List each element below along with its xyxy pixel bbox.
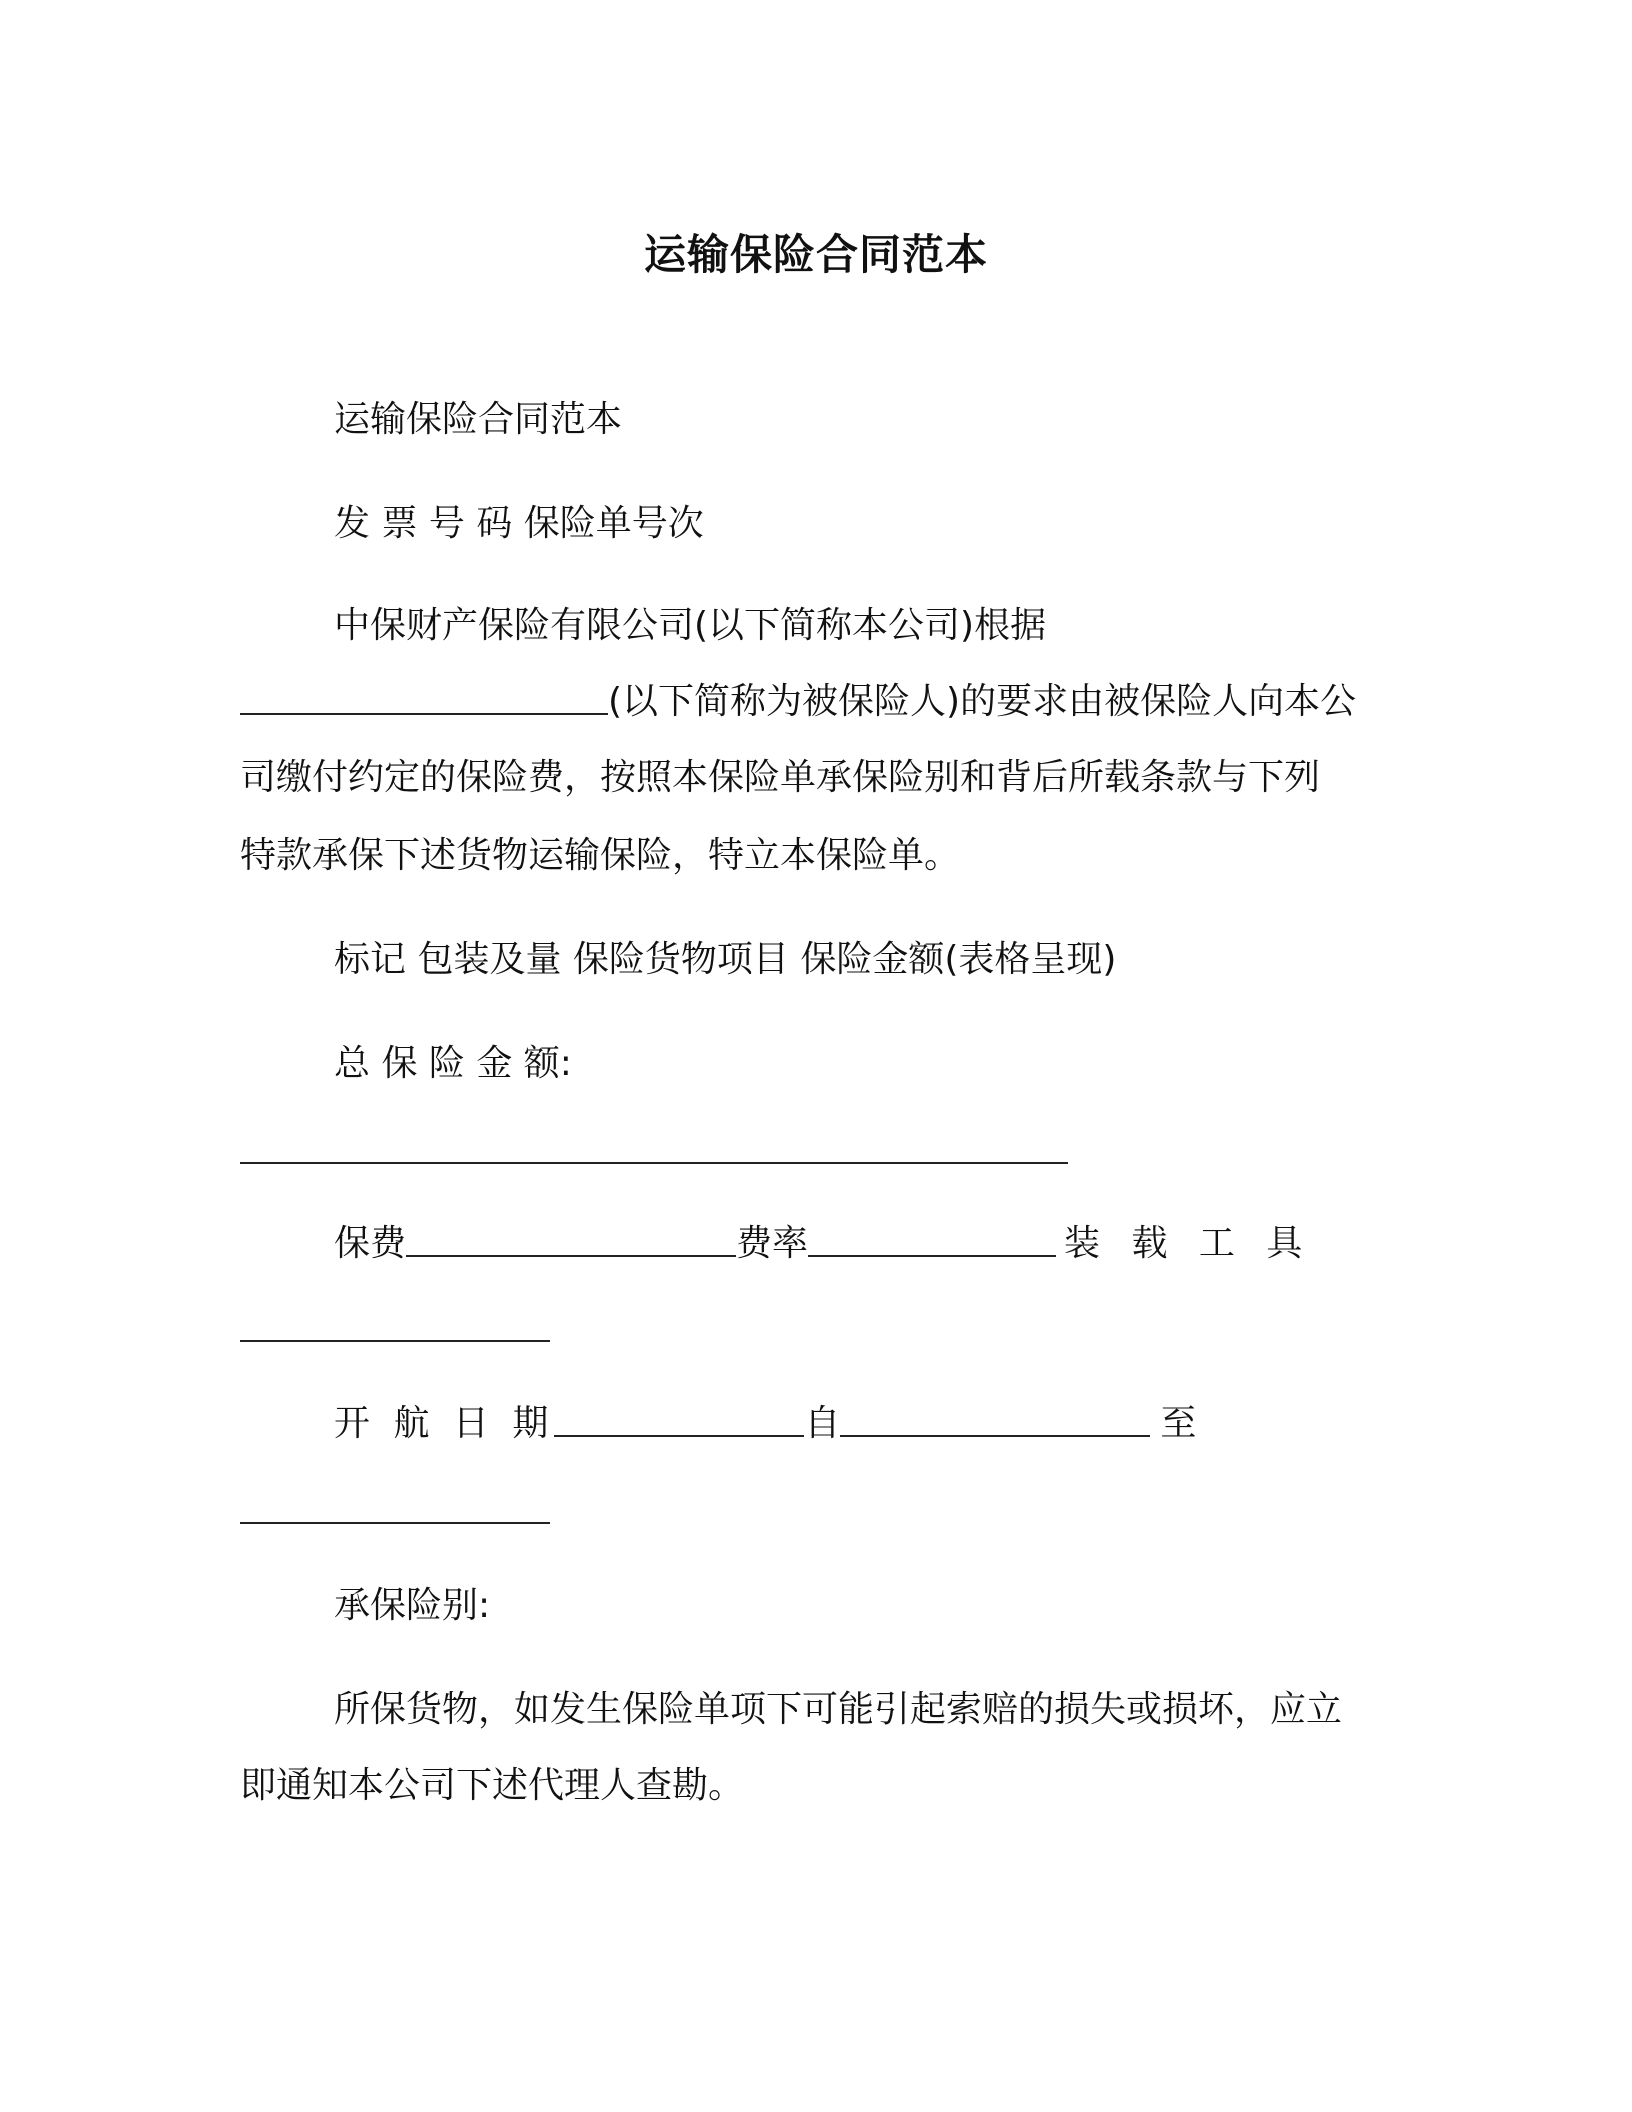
insured-request-text: (以下简称为被保险人)的要求由被保险人向本公 (608, 681, 1357, 722)
conveyance-label: 装 载 工 具 (1064, 1223, 1313, 1264)
to-blank (240, 1522, 550, 1524)
total-amount-blank (240, 1162, 1068, 1164)
insurer-intro-line: 中保财产保险有限公司(以下简称本公司)根据 (334, 605, 1047, 646)
sailing-date-line (334, 1402, 1196, 1446)
invoice-line: 发 票 号 码 保险单号次 (334, 503, 704, 544)
insured-request-line (240, 680, 1356, 724)
rate-blank (808, 1225, 1056, 1257)
subtitle-line: 运输保险合同范本 (334, 399, 623, 440)
premium-label: 保费 (334, 1223, 407, 1264)
conveyance-blank (240, 1340, 550, 1342)
premium-terms-line: 司缴付约定的保险费，按照本保险单承保险别和背后所载条款与下列 (240, 757, 1321, 798)
rate-label: 费率 (736, 1223, 809, 1264)
table-header-line: 标记 包装及量 保险货物项目 保险金额(表格呈现) (334, 939, 1117, 980)
premium-blank (406, 1225, 736, 1257)
sailing-date-label: 开 航 日 期 (334, 1403, 555, 1444)
from-label: 自 (804, 1403, 841, 1444)
from-blank (840, 1405, 1150, 1437)
premium-rate-line (334, 1222, 1312, 1266)
document-title: 运输保险合同范本 (643, 230, 988, 279)
to-label: 至 (1160, 1403, 1197, 1444)
total-amount-label: 总 保 险 金 额: (334, 1043, 572, 1084)
insured-name-blank (240, 683, 608, 715)
coverage-label: 承保险别: (334, 1585, 491, 1626)
sailing-date-blank (554, 1405, 804, 1437)
claim-notice-line-2: 即通知本公司下述代理人查勘。 (240, 1765, 745, 1806)
claim-notice-line-1: 所保货物，如发生保险单项下可能引起索赔的损失或损坏，应立 (334, 1689, 1343, 1730)
special-terms-line: 特款承保下述货物运输保险，特立本保险单。 (240, 835, 961, 876)
